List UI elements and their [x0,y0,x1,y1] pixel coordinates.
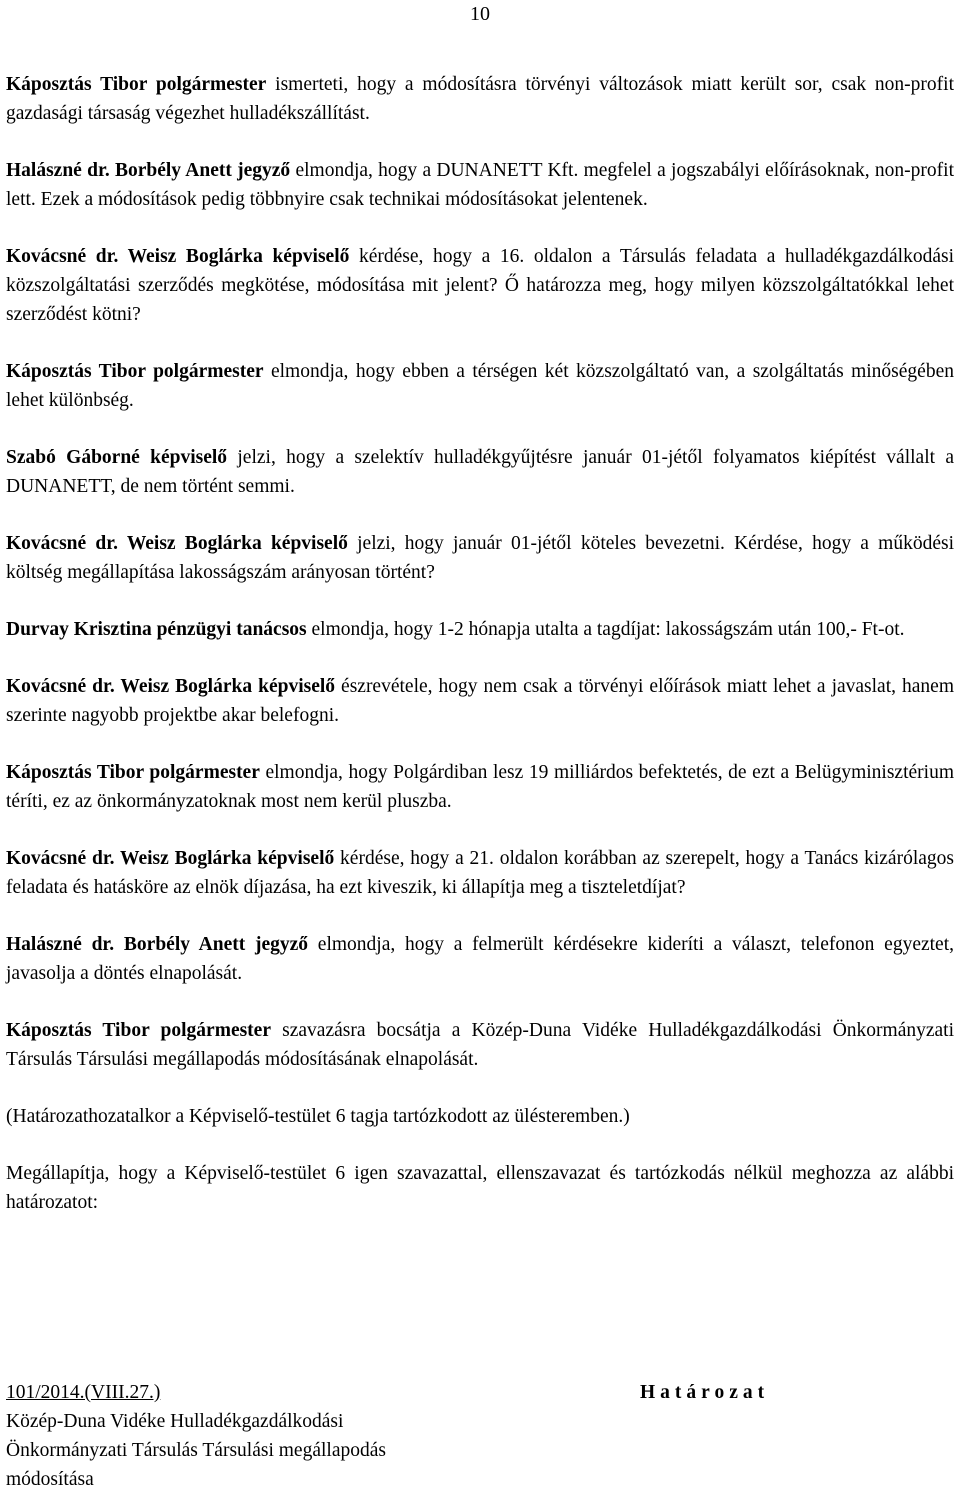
paragraph-text: ismerteti, hogy a módosításra törvényi változások miatt került sor, csak non-profit gazdasági társaság végezhet hulladékszállítást. [6,74,954,124]
speaker-name: Kovácsné dr. Weisz Boglárka képviselő [6,848,335,869]
paragraph [6,844,954,902]
paragraph-text: elmondja, hogy Polgárdiban lesz 19 milliárdos befektetés, de ezt a Belügyminisztérium téríti, ez az önkormányzatoknak most nem kerül pluszba. [6,762,954,812]
paragraph-text: jelzi, hogy január 01-jétől köteles bevezetni. Kérdése, hogy a működési költség megállapítása lakosságszám arányosan történt? [6,533,954,583]
paragraph-text: elmondja, hogy a DUNANETT Kft. megfelel a jogszabályi előírásoknak, non-profit lett. Ezek a módosítások pedig többnyire csak technikai módosításokat jelentenek. [6,160,954,210]
paragraph-text: elmondja, hogy ebben a térségen két közszolgáltató van, a szolgáltatás minőségében lehet különbség. [6,361,954,411]
resolution-title-line: módosítása [6,1469,94,1490]
paragraph-text: észrevétele, hogy nem csak a törvényi előírások miatt lehet a javaslat, hanem szerinte nagyobb projektbe akar belefogni. [6,676,954,726]
resolution-heading: Határozat [640,1382,770,1403]
speaker-name: Kovácsné dr. Weisz Boglárka képviselő [6,533,348,554]
paragraph-text: Megállapítja, hogy a Képviselő-testület 6 igen szavazattal, ellenszavazat és tartózkodás nélkül meghozza az alábbi határozatot: [6,1163,954,1213]
paragraph [6,529,954,587]
document-body [6,70,954,1245]
page-number: 10 [470,3,490,25]
paragraph-text: (Határozathozatalkor a Képviselő-testület 6 tagja tartózkodott az ülésteremben.) [6,1106,630,1127]
paragraph-text: kérdése, hogy a 21. oldalon korábban az szerepelt, hogy a Tanács kizárólagos feladata és hatásköre az elnök díjazása, ha ezt kiveszik, ki állapítja meg a tiszteletdíjat? [6,848,954,898]
resolution-number: 101/2014.(VIII.27.) [6,1382,161,1403]
speaker-name: Halászné dr. Borbély Anett jegyző [6,934,309,955]
paragraph [6,357,954,415]
paragraph [6,672,954,730]
paragraph [6,242,954,329]
paragraph-text: elmondja, hogy 1-2 hónapja utalta a tagdíjat: lakosságszám után 100,- Ft-ot. [306,619,905,640]
paragraph-text: elmondja, hogy a felmerült kérdésekre kideríti a választ, telefonon egyeztet, javasolja a döntés elnapolását. [6,934,955,984]
speaker-name: Káposztás Tibor polgármester [6,762,260,783]
paragraph [6,70,954,128]
attendance-note [6,1102,954,1131]
speaker-name: Kovácsné dr. Weisz Boglárka képviselő [6,676,336,697]
speaker-name: Káposztás Tibor polgármester [6,1020,271,1041]
vote-result [6,1159,954,1217]
resolution-title-line: Közép-Duna Vidéke Hulladékgazdálkodási [6,1411,344,1432]
speaker-name: Durvay Krisztina pénzügyi tanácsos [6,619,307,640]
paragraph [6,443,954,501]
speaker-name: Kovácsné dr. Weisz Boglárka képviselő [6,246,350,267]
paragraph [6,1016,954,1074]
speaker-name: Káposztás Tibor polgármester [6,74,267,95]
speaker-name: Káposztás Tibor polgármester [6,361,264,382]
speaker-name: Szabó Gáborné képviselő [6,447,228,468]
paragraph-text: kérdése, hogy a 16. oldalon a Társulás feladata a hulladékgazdálkodási közszolgáltatási szerződés megkötése, módosítása mit jelent? Ő határozza meg, hogy milyen közszolgáltatókkal lehet szerződést kötni? [6,246,954,325]
resolution-title-line: Önkormányzati Társulás Társulási megállapodás [6,1440,386,1461]
paragraph [6,156,954,214]
paragraph [6,930,954,988]
paragraph [6,615,954,644]
paragraph-text: szavazásra bocsátja a Közép-Duna Vidéke Hulladékgazdálkodási Önkormányzati Társulás Társulási megállapodás módosításának elnapolását. [6,1020,955,1070]
paragraph [6,758,954,816]
paragraph-text: jelzi, hogy a szelektív hulladékgyűjtésre január 01-jétől folyamatos kiépítést vállalt a DUNANETT, de nem történt semmi. [6,447,954,497]
speaker-name: Halászné dr. Borbély Anett jegyző [6,160,291,181]
resolution-reference [6,1378,566,1494]
